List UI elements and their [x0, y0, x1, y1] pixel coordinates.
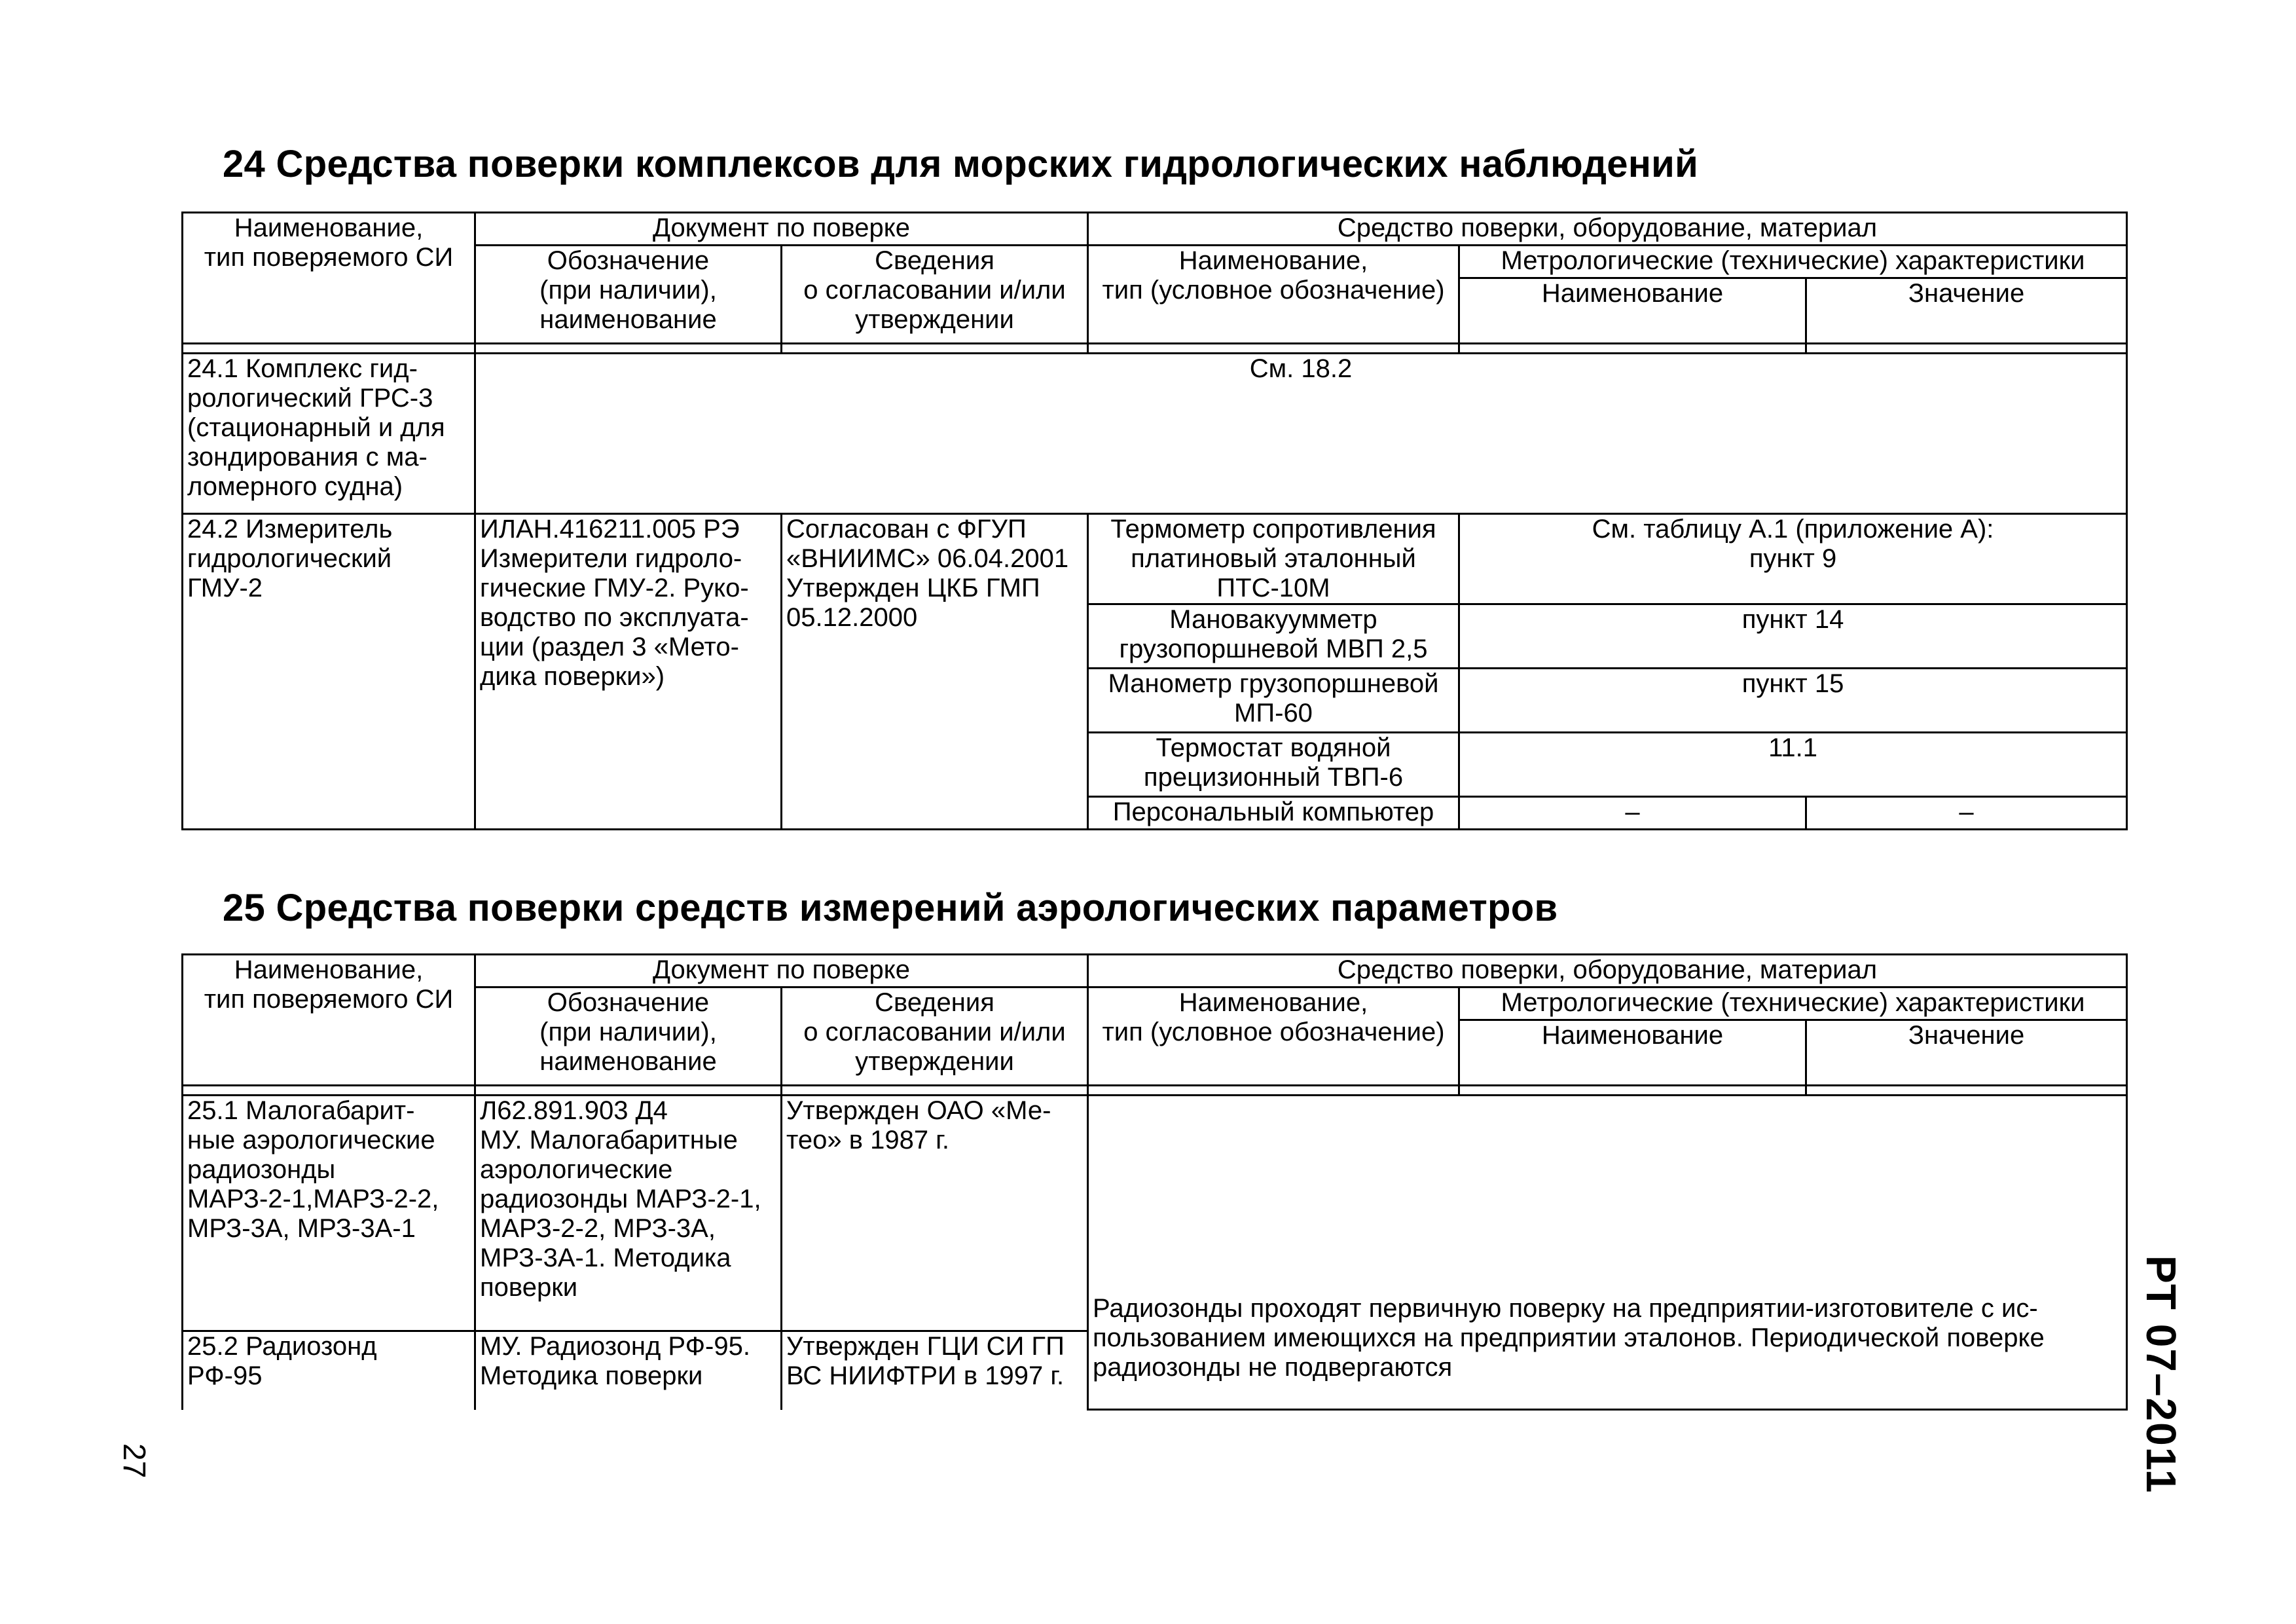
means-metro-value: – — [1806, 797, 2127, 830]
row-25-1-designation: Л62.891.903 Д4 МУ. Малогабаритные аэрологические радиозонды МАРЗ-2-1, МАРЗ-2-2, МРЗ-3А, МРЗ-3А-1. Методика поверки — [475, 1096, 782, 1331]
row-24-2-designation: ИЛАН.416211.005 РЭ Измерители гидроло- гические ГМУ-2. Руко- водство по эксплуата- ции (раздел 3 «Мето- дика поверки») — [475, 514, 782, 830]
table-24 — [181, 212, 2128, 830]
means-metro: 11.1 — [1459, 733, 2127, 797]
header-doc-group: Документ по поверке — [475, 213, 1088, 246]
means-name: Термометр сопротивления платиновый эталонный ПТС-10М — [1088, 514, 1459, 604]
header-doc-info: Сведения о согласовании и/или утверждении — [782, 246, 1088, 344]
table-25 — [181, 953, 2128, 1411]
header-metro-group: Метрологические (технические) характеристики — [1459, 987, 2127, 1020]
row-25-2-name: 25.2 Радиозонд РФ-95 — [183, 1331, 475, 1410]
row-24-1-reference: См. 18.2 — [475, 354, 2127, 514]
page-number: 27 — [117, 1443, 151, 1479]
row-25-1-name: 25.1 Малогабарит- ные аэрологические радиозонды МАРЗ-2-1,МАРЗ-2-2, МРЗ-3А, МРЗ-3А-1 — [183, 1096, 475, 1331]
section-25-title: 25 Средства поверки средств измерений аэрологических параметров — [223, 887, 1558, 929]
header-doc-info: Сведения о согласовании и/или утверждении — [782, 987, 1088, 1086]
header-doc-designation: Обозначение (при наличии), наименование — [475, 246, 782, 344]
row-24-2-info: Согласован с ФГУП «ВНИИМС» 06.04.2001 Утвержден ЦКБ ГМП 05.12.2000 — [782, 514, 1088, 830]
header-doc-group: Документ по поверке — [475, 955, 1088, 987]
header-metro-value: Значение — [1806, 1020, 2127, 1086]
means-name: Манометр грузопоршневой МП-60 — [1088, 669, 1459, 733]
document-code: РТ 07–2011 — [2138, 1255, 2185, 1494]
row-25-1-info: Утвержден ОАО «Ме- тео» в 1987 г. — [782, 1096, 1088, 1331]
means-metro: См. таблицу А.1 (приложение А): пункт 9 — [1459, 514, 2127, 604]
section-24-title: 24 Средства поверки комплексов для морских гидрологических наблюдений — [223, 143, 1699, 185]
header-si-name: Наименование, тип поверяемого СИ — [183, 213, 475, 344]
means-metro: пункт 15 — [1459, 669, 2127, 733]
means-metro: пункт 14 — [1459, 604, 2127, 669]
row-25-2-info: Утвержден ГЦИ СИ ГП ВС НИИФТРИ в 1997 г. — [782, 1331, 1088, 1410]
header-means-group: Средство поверки, оборудование, материал — [1088, 955, 2127, 987]
header-means-name: Наименование, тип (условное обозначение) — [1088, 246, 1459, 344]
header-means-group: Средство поверки, оборудование, материал — [1088, 213, 2127, 246]
row-25-merged-note: Радиозонды проходят первичную поверку на предприятии-изготовителе с ис- пользованием имеющихся на предприятии эталонов. Периодической поверке радиозонды не подвергаются — [1088, 1096, 2127, 1410]
means-name: Персональный компьютер — [1088, 797, 1459, 830]
header-means-name: Наименование, тип (условное обозначение) — [1088, 987, 1459, 1086]
header-metro-name: Наименование — [1459, 278, 1806, 344]
row-25-2-designation: МУ. Радиозонд РФ-95. Методика поверки — [475, 1331, 782, 1410]
header-doc-designation: Обозначение (при наличии), наименование — [475, 987, 782, 1086]
header-metro-value: Значение — [1806, 278, 2127, 344]
means-name: Термостат водяной прецизионный ТВП-6 — [1088, 733, 1459, 797]
means-metro-name: – — [1459, 797, 1806, 830]
means-name: Мановакуумметр грузопоршневой МВП 2,5 — [1088, 604, 1459, 669]
header-metro-name: Наименование — [1459, 1020, 1806, 1086]
row-24-2-name: 24.2 Измеритель гидрологический ГМУ-2 — [183, 514, 475, 830]
row-24-1-name: 24.1 Комплекс гид- рологический ГРС-3 (стационарный и для зондирования с ма- ломерного судна) — [183, 354, 475, 514]
header-si-name: Наименование, тип поверяемого СИ — [183, 955, 475, 1086]
header-metro-group: Метрологические (технические) характеристики — [1459, 246, 2127, 278]
